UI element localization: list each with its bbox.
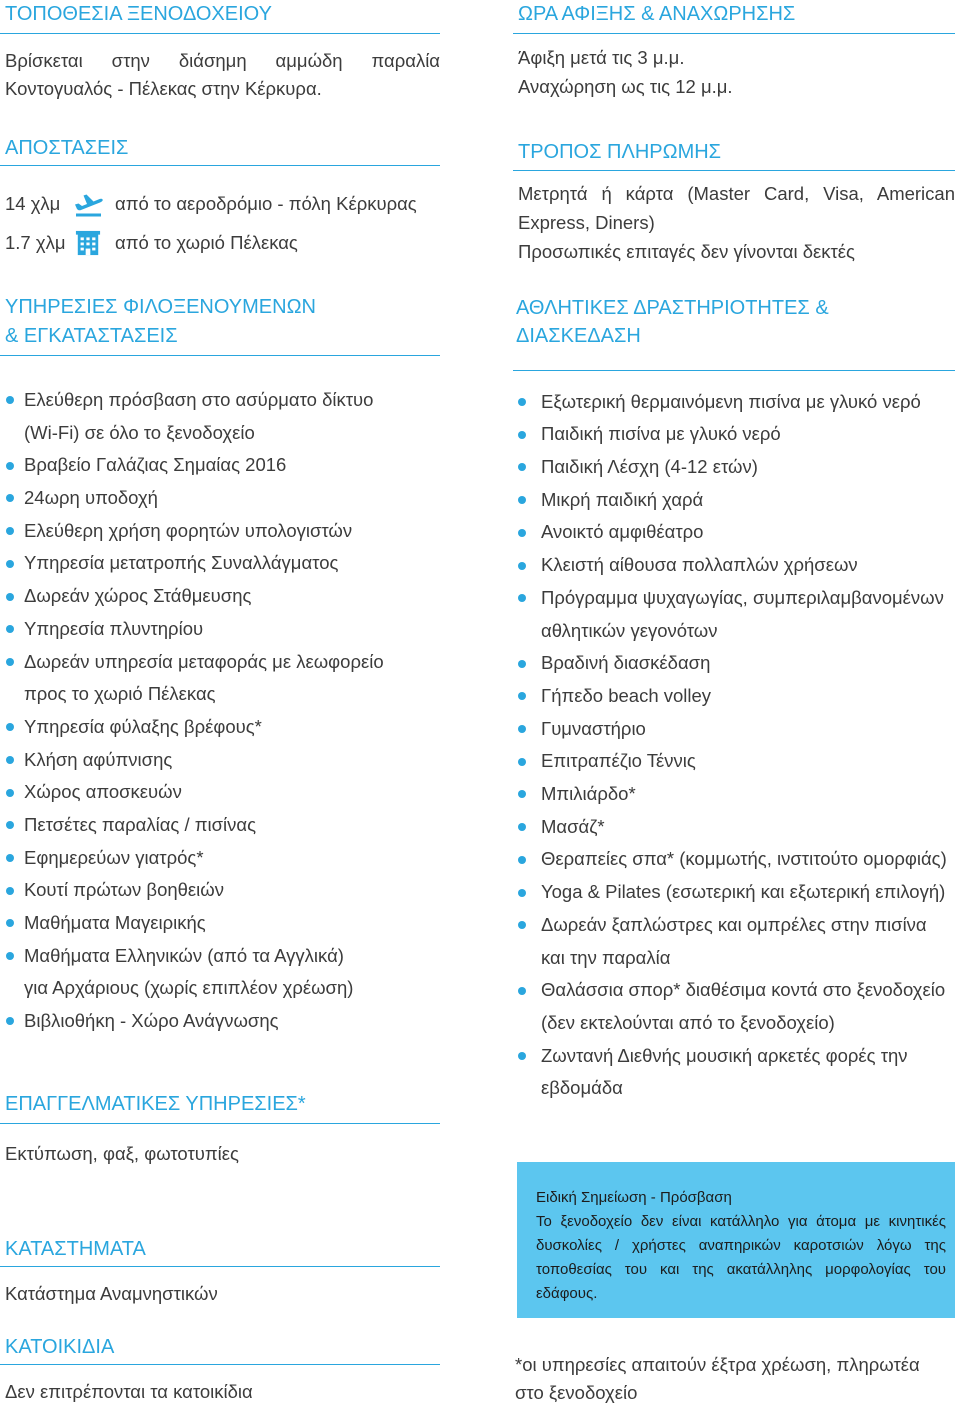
list-item-text: Μασάζ*	[541, 815, 605, 837]
shops-text: Κατάστημα Αναμνηστικών	[5, 1283, 218, 1304]
activity-item	[541, 778, 947, 811]
list-item-text: αθλητικών γεγονότων	[541, 619, 718, 641]
bullet-dot	[518, 987, 526, 995]
accessibility-note	[536, 1186, 946, 1306]
service-item	[24, 809, 384, 842]
section-divider	[513, 370, 955, 371]
list-item-text: εβδομάδα	[541, 1077, 623, 1099]
list-item-text: Μαθήματα Ελληνικών (από τα Αγγλικά)	[24, 944, 344, 966]
activity-item	[541, 418, 947, 451]
bullet-dot	[518, 889, 526, 897]
bullet-dot	[6, 919, 14, 927]
list-item-text: Μπιλιάρδο*	[541, 783, 636, 805]
service-item	[24, 580, 384, 613]
list-item-text: Ανοικτό αμφιθέατρο	[541, 521, 704, 543]
location-line: Κοντογυαλός - Πέλεκας στην Κέρκυρα.	[5, 78, 322, 99]
bullet-dot	[518, 1052, 526, 1060]
bullet-dot	[518, 790, 526, 798]
activity-item	[541, 843, 947, 876]
activity-item	[541, 811, 947, 844]
accessibility-note-line: δυσκολίες / χρήστες αναπηρικών καροτσιών λόγω της	[536, 1237, 946, 1254]
bullet-dot	[518, 692, 526, 700]
bullet-dot	[518, 758, 526, 766]
activity-item	[541, 974, 947, 1039]
payment-line: Προσωπικές επιταγές δεν γίνονται δεκτές	[518, 240, 855, 262]
list-item-text: Μαθήματα Μαγειρικής	[24, 912, 206, 933]
activity-item	[541, 876, 947, 909]
check-out-time: Αναχώρηση ως τις 12 μ.μ.	[518, 75, 733, 97]
bullet-dot	[518, 463, 526, 471]
list-item-text: Βραβείο Γαλάζιας Σημαίας 2016	[24, 454, 287, 476]
activity-item	[541, 745, 947, 778]
bullet-dot	[6, 658, 14, 666]
service-item	[24, 874, 384, 907]
service-item	[24, 711, 384, 744]
bullet-dot	[6, 821, 14, 829]
distance-value: 14 χλμ	[5, 193, 61, 214]
check-in-time: Άφιξη μετά τις 3 μ.μ.	[518, 46, 685, 68]
list-item-text: Βραδινή διασκέδαση	[541, 652, 711, 674]
activities-list	[541, 386, 947, 1105]
bullet-dot	[6, 462, 14, 470]
list-item-text: Δωρεάν χώρος Στάθμευσης	[24, 585, 252, 607]
section-divider	[0, 355, 440, 356]
service-item	[24, 1005, 384, 1038]
bullet-dot	[6, 560, 14, 568]
activity-item	[541, 549, 947, 582]
bullet-dot	[6, 952, 14, 960]
accessibility-note-line: τοποθεσίας του και της ακατάλληλης μορφολογίας του	[536, 1261, 946, 1278]
bullet-dot	[518, 725, 526, 733]
bullet-dot	[6, 854, 14, 862]
list-item-text: Δωρεάν υπηρεσία μεταφοράς με λεωφορείο	[24, 650, 384, 672]
list-item-text: και την παραλία	[541, 946, 671, 968]
activity-item	[541, 484, 947, 517]
activity-item	[541, 647, 947, 680]
list-item-text: Επιτραπέζιο Τέννις	[541, 750, 696, 772]
accessibility-note-title: Ειδική Σημείωση - Πρόσβαση	[536, 1189, 732, 1206]
list-item-text: (δεν εκτελούνται από το ξενοδοχείο)	[541, 1011, 835, 1033]
list-item-text: Γυμναστήριο	[541, 717, 646, 739]
bullet-dot	[6, 887, 14, 895]
list-item-text: Πρόγραμμα ψυχαγωγίας, συμπεριλαμβανομένων	[541, 586, 944, 608]
shops-heading: ΚΑΤΑΣΤΗΜΑΤΑ	[5, 1238, 146, 1260]
bullet-dot	[6, 756, 14, 764]
accessibility-note-line: Το ξενοδοχείο δεν είναι κατάλληλο για άτομα με κινητικές	[536, 1213, 946, 1230]
heading-line: & ΕΓΚΑΤΑΣΤΑΣΕΙΣ	[5, 325, 178, 347]
distance-description: από το χωριό Πέλεκας	[115, 232, 298, 253]
section-divider	[0, 1123, 440, 1124]
heading-line: ΥΠΗΡΕΣΙΕΣ ΦΙΛΟΞΕΝΟΥΜΕΝΩΝ	[5, 296, 316, 318]
activity-item	[541, 909, 947, 974]
airplane-icon	[72, 189, 104, 222]
service-item	[24, 646, 384, 711]
list-item-text: Υπηρεσία φύλαξης βρέφους*	[24, 715, 262, 737]
activity-item	[541, 386, 947, 419]
payment-line: Express, Diners)	[518, 211, 655, 233]
list-item-text: (Wi-Fi) σε όλο το ξενοδοχείο	[24, 421, 255, 443]
bullet-dot	[518, 660, 526, 668]
business-services-heading: ΕΠΑΓΓΕΛΜΑΤΙΚΕΣ ΥΠΗΡΕΣΙΕΣ*	[5, 1093, 306, 1115]
heading-line: ΔΙΑΣΚΕΔΑΣΗ	[516, 325, 641, 347]
list-item-text: Υπηρεσία μετατροπής Συναλλάγματος	[24, 552, 339, 574]
list-item-text: Παιδική πισίνα με γλυκό νερό	[541, 423, 781, 445]
location-line: Βρίσκεται στην διάσημη αμμώδη παραλία	[5, 50, 440, 71]
activity-item	[541, 451, 947, 484]
service-item	[24, 449, 384, 482]
section-divider	[0, 1364, 440, 1365]
bullet-dot	[518, 594, 526, 602]
list-item-text: Πετσέτες παραλίας / πισίνας	[24, 813, 256, 835]
list-item-text: Κλειστή αίθουσα πολλαπλών χρήσεων	[541, 554, 858, 576]
check-times-text	[518, 43, 733, 101]
activity-item	[541, 516, 947, 549]
bullet-dot	[518, 398, 526, 406]
service-item	[24, 547, 384, 580]
check-times-heading: ΩΡΑ ΑΦΙΞΗΣ & ΑΝΑΧΩΡΗΣΗΣ	[518, 3, 796, 25]
list-item-text: για Αρχάριους (χωρίς επιπλέον χρέωση)	[24, 977, 354, 999]
list-item-text: Yoga & Pilates (εσωτερική και εξωτερική επιλογή)	[541, 881, 946, 903]
bullet-dot	[6, 789, 14, 797]
service-item	[24, 613, 384, 646]
service-item	[24, 384, 384, 449]
service-item	[24, 744, 384, 777]
business-services-text: Εκτύπωση, φαξ, φωτοτυπίες	[5, 1143, 239, 1164]
bullet-dot	[518, 856, 526, 864]
activity-item	[541, 680, 947, 713]
list-item-text: Θεραπείες σπα* (κομμωτής, ινστιτούτο ομορφιάς)	[541, 848, 947, 870]
bullet-dot	[6, 494, 14, 502]
bullet-dot	[6, 1017, 14, 1025]
bullet-dot	[518, 431, 526, 439]
section-divider	[0, 1266, 440, 1267]
list-item-text: Μικρή παιδική χαρά	[541, 488, 704, 510]
bullet-dot	[6, 625, 14, 633]
service-item	[24, 842, 384, 875]
location-heading: ΤΟΠΟΘΕΣΙΑ ΞΕΝΟΔΟΧΕΙΟΥ	[5, 3, 272, 25]
bullet-dot	[6, 527, 14, 535]
section-divider	[513, 170, 955, 171]
service-item	[24, 515, 384, 548]
list-item-text: Εξωτερική θερμαινόμενη πισίνα με γλυκό νερό	[541, 390, 921, 412]
location-paragraph	[5, 47, 440, 103]
guest-services-list	[24, 384, 384, 1038]
footnote	[515, 1351, 920, 1406]
footnote-line: στο ξενοδοχείο	[515, 1381, 638, 1403]
pets-text: Δεν επιτρέπονται τα κατοικίδια	[5, 1381, 253, 1402]
payment-line: Μετρητά ή κάρτα (Master Card, Visa, American	[518, 182, 955, 204]
list-item-text: Δωρεάν ξαπλώστρες και ομπρέλες στην πισίνα	[541, 913, 927, 935]
activity-item	[541, 713, 947, 746]
list-item-text: Παιδική Λέσχη (4-12 ετών)	[541, 456, 758, 477]
bullet-dot	[518, 562, 526, 570]
list-item-text: Κλήση αφύπνισης	[24, 748, 173, 770]
list-item-text: Εφημερεύων γιατρός*	[24, 846, 204, 868]
list-item-text: Θαλάσσια σπορ* διαθέσιμα κοντά στο ξενοδοχείο	[541, 979, 946, 1001]
payment-text	[518, 179, 955, 266]
pets-heading: ΚΑΤΟΙΚΙΔΙΑ	[5, 1336, 115, 1358]
list-item-text: Ελεύθερη χρήση φορητών υπολογιστών	[24, 519, 353, 541]
hotel-building-icon	[75, 230, 101, 261]
bullet-dot	[6, 396, 14, 404]
list-item-text: 24ωρη υποδοχή	[24, 487, 158, 509]
bullet-dot	[6, 593, 14, 601]
section-divider	[0, 165, 440, 166]
list-item-text: Βιβλιοθήκη - Χώρο Ανάγνωσης	[24, 1010, 279, 1032]
list-item-text: Υπηρεσία πλυντηρίου	[24, 617, 204, 639]
bullet-dot	[518, 496, 526, 504]
activities-heading	[516, 294, 829, 350]
service-item	[24, 776, 384, 809]
payment-heading: ΤΡΟΠΟΣ ΠΛΗΡΩΜΗΣ	[518, 141, 722, 163]
guest-services-heading	[5, 293, 316, 351]
accessibility-note-line: εδάφους.	[536, 1285, 598, 1302]
distances-heading: ΑΠΟΣΤΑΣΕΙΣ	[5, 137, 129, 159]
list-item-text: Ελεύθερη πρόσβαση στο ασύρματο δίκτυο	[24, 389, 374, 410]
distance-row-airport	[0, 190, 500, 218]
service-item	[24, 482, 384, 515]
list-item-text: Κουτί πρώτων βοηθειών	[24, 879, 224, 901]
service-item	[24, 907, 384, 940]
activity-item	[541, 582, 947, 647]
heading-line: ΑΘΛΗΤΙΚΕΣ ΔΡΑΣΤΗΡΙΟΤΗΤΕΣ &	[516, 297, 829, 319]
distance-value: 1.7 χλμ	[5, 232, 66, 253]
distance-row-village	[0, 229, 500, 257]
section-divider	[0, 33, 440, 34]
list-item-text: Ζωντανή Διεθνής μουσική αρκετές φορές την	[541, 1044, 908, 1066]
footnote-line: *οι υπηρεσίες απαιτούν έξτρα χρέωση, πληρωτέα	[515, 1354, 920, 1375]
list-item-text: Χώρος αποσκευών	[24, 781, 182, 803]
list-item-text: Γήπεδο beach volley	[541, 684, 712, 706]
distance-description: από το αεροδρόμιο - πόλη Κέρκυρας	[115, 193, 417, 214]
service-item	[24, 940, 384, 1005]
activity-item	[541, 1040, 947, 1105]
bullet-dot	[6, 723, 14, 731]
bullet-dot	[518, 823, 526, 831]
section-divider	[513, 33, 955, 34]
list-item-text: προς το χωριό Πέλεκας	[24, 683, 216, 705]
bullet-dot	[518, 529, 526, 537]
bullet-dot	[518, 921, 526, 929]
